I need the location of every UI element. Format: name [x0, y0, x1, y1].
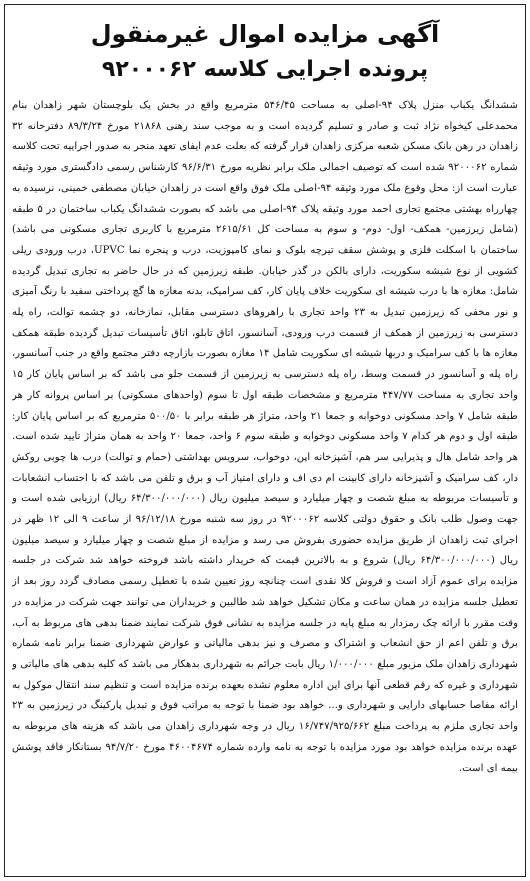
- notice-body: [12, 96, 518, 871]
- case-number-heading: پرونده اجرایی کلاسه ۹۲۰۰۰۶۲: [101, 57, 429, 82]
- notice-body-text: ششدانگ یکباب منزل پلاک ۹۴-اصلی به مساحت ۵۴۶/۴۵ مترمربع واقع در بخش یک بلوچستان شهر زاهدان بنام محمدعلی کیخواه نژاد ثبت و صادر و تسلیم گردیده است و به موجب سند رهنی ۲۱۸۶۸ مورخ ۸۹/۳/۲۴ دفترخانه ۳۲ زاهدان در رهن بانک مسکن شعبه مرکزی زاهدان قرار گرفته که بعلت عدم ایفای تعهد منجر به صدور اجراییه تحت کلاسه شماره ۹۲۰۰۰۶۲ شده است که توصیف اجمالی ملک برابر نظریه مورخ ۹۶/۶/۳۱ کارشناس رسمی دادگستری مورد وثیقه عبارت است از: محل وقوع ملک مورد وثیقه ۹۴-اصلی ملک فوق واقع است در زاهدان خیابان مصطفی خمینی، نرسیده به چهارراه بهشتی مجتمع تجاری احمد مورد وثیقه پلاک ۹۴-اصلی می باشد که بصورت ششدانگ یکباب ساختمان در ۵ طبقه (شامل زیرزمین- همکف- اول- دوم- و سوم به مساحت کل ۲۶۱۵/۶۱ مترمربع با کاربری تجاری مسکونی می باشد) ساختمان با اسکلت فلزی و پوشش سقف تیرچه بلوک و نمای کامپوزیت، درب و پنجره نما UPVC، درب ورودی ریلی کشویی از نوع شیشه سکوریت، دارای بالکن در گذر خیابان. طبقه زیرزمین که در حال حاضر به تجاری تبدیل گردیده شامل: مغازه ها با درب شیشه ای سکوریت خلاف پایان کار، کف سرامیک، بدنه مغازه ها گچ پرداختی سفید با رنگ آمیزی و نور مخفی که زیرزمین تبدیل به ۲۳ واحد تجاری با راهروهای دسترسی مقابل، نمازخانه، دو چشمه توالت، راه پله دسترسی به زیرزمین از همکف از قسمت درب ورودی، آسانسور، اتاق تابلو، اتاق تأسیسات تبدیل گردیده طبقه همکف مغازه ها با کف سرامیک و دربها شیشه ای سکوریت شامل ۱۴ مغازه بصورت بازارچه دفتر مجتمع واقع در جنب آسانسور، راه پله و آسانسور در قسمت وسط، راه پله دسترسی به زیرزمین از قسمت جلو می باشد که بر اساس پایان کار ۱۵ واحد تجاری به مساحت ۴۴۷/۷۷ مترمربع و مشخصات طبقه اول تا سوم (واحدهای مسکونی) بر اساس پروانه کار هر طبقه شامل ۷ واحد مسکونی دوخوابه و جمعا ۲۱ واحد، متراژ هر طبقه برابر با ۵۰۰/۵۰ مترمربع که بر اساس پایان کار: طبقه اول و دوم هر کدام ۷ واحد مسکونی دوخوابه و طبقه سوم ۶ واحد، جمعا ۲۰ واحد به همان متراژ تایید شده است. هر واحد شامل هال و پذیرایی سر هم، آشپزخانه اپن، دوخواب، سرویس بهداشتی (حمام و توالت) درب ها چوبی روکش دار، کف سرامیک و آشپزخانه دارای کابینت ام دی اف و دارای امتیاز آب و برق و تلفن می باشد که با احتساب انشعابات و تأسیسات مربوطه به مبلغ شصت و چهار میلیارد و سیصد میلیون ریال (۶۴/۳۰۰/۰۰۰/۰۰۰ ریال) ارزیابی شده است و جهت وصول طلب بانک و حقوق دولتی کلاسه ۹۲۰۰۰۶۲ در روز سه شنبه مورخ ۹۶/۱۲/۱۸ از ساعت ۹ الی ۱۲ ظهر در اجرای ثبت زاهدان از طریق مزایده حضوری بفروش می رسد و مزایده از مبلغ شصت و چهار میلیارد و سیصد میلیون ریال (۶۴/۳۰۰/۰۰۰/۰۰۰ ریال) شروع و به بالاترین قیمت که خریدار داشته باشد فروخته خواهد شد شرکت در جلسه مزایده برای عموم آزاد است و فروش کلا نقدی است چنانچه روز تعیین شده با تعطیل رسمی مصادف گردد روز بعد از تعطیل جلسه مزایده در همان ساعت و مکان تشکیل خواهد شد طالبین و خریداران می توانند جهت شرکت در مزایده در وقت مقرر با ارائه چک رمزدار به مبلغ پایه در جلسه مزایده به نشانی فوق شرکت نمایند ضمنا بدهی های مربوط به آب، برق و تلفن اعم از حق انشعاب و اشتراک و مصرف و نیز بدهی مالیاتی و عوارض شهرداری ضمنا برابر نامه شماره شهرداری زاهدان ملک مزبور مبلغ ۱/۰۰۰/۰۰۰ ریال بابت جرائم به شهرداری بدهکار می باشد که کلیه بدهی های مالیاتی و شهرداری و غیره که رقم قطعی آنها برای این اداره معلوم نشده بعهده برنده مزایده است و تنظیم سند انتقال موکول به ارائه مفاصا حسابهای دارایی و شهرداری و... خواهد بود ضمنا با توجه به مراتب فوق و تبدیل پارکینگ در زیرزمین به ۲۳ واحد تجاری ملزم به پرداخت مبلغ ۱۶/۷۴۷/۹۲۵/۶۶۲ ریال در وجه شهرداری زاهدان می باشد که هزینه های مربوطه به عهده برنده مزایده خواهد بود مورد مزایده با توجه به نامه وارده شماره ۴۶۰۰۴۶۷۴ مورخ ۹۴/۷/۲۰ بستانکار فاقد پوشش بیمه ای است.: [12, 100, 518, 774]
- notice-title: آگهی مزایده اموال غیرمنقول: [90, 20, 440, 48]
